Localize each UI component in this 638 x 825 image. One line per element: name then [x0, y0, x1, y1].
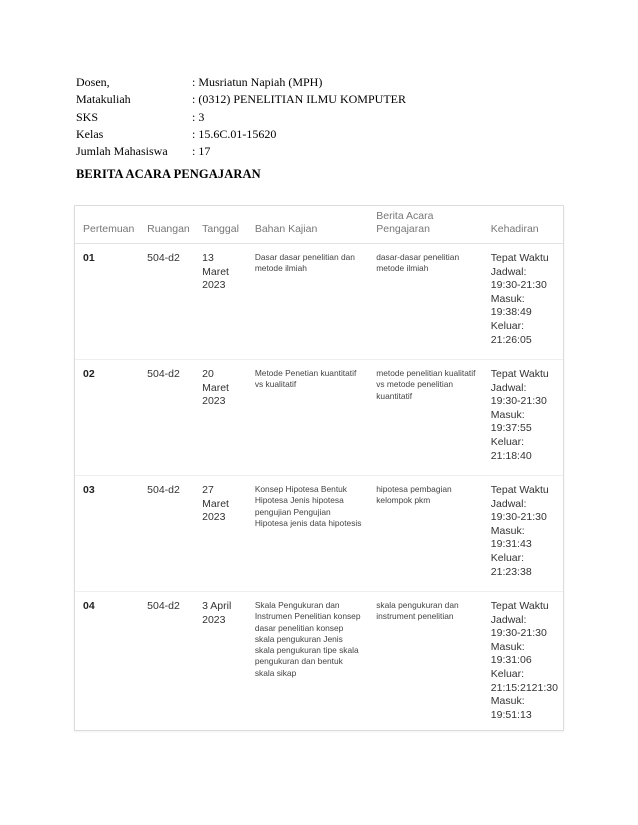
cell-pertemuan: 01 [75, 244, 139, 360]
kehadiran-line: 19:30-21:30 [490, 395, 547, 408]
cell-kehadiran [483, 244, 563, 360]
tanggal-line: Maret [202, 497, 229, 510]
header-berita-acara: Berita Acara Pengajaran [368, 206, 483, 244]
tanggal-line: 27 [202, 484, 214, 496]
cell-berita-acara: dasar-dasar penelitian metode ilmiah [368, 244, 483, 360]
info-label: SKS [76, 109, 99, 124]
header-bahan-kajian: Bahan Kajian [247, 206, 368, 244]
cell-pertemuan: 03 [75, 476, 139, 592]
tanggal-line: Maret [202, 381, 229, 394]
table-header-row [75, 206, 563, 244]
section-title: BERITA ACARA PENGAJARAN [76, 167, 261, 181]
kehadiran-line: 19:30-21:30 [490, 279, 547, 292]
tanggal-line: 2023 [202, 395, 226, 408]
kehadiran-line: Masuk: [490, 640, 525, 653]
cell-ruangan: 504-d2 [139, 244, 194, 360]
kehadiran-line: 19:51:13 [490, 708, 532, 721]
table-row [75, 244, 563, 360]
kehadiran-line: Tepat Waktu [490, 484, 549, 496]
attendance-table-container [74, 205, 564, 731]
tanggal-line: Maret [202, 265, 229, 278]
info-value: : 15.6C.01-15620 [192, 126, 277, 141]
info-row-matakuliah [76, 91, 406, 108]
kehadiran-line: Tepat Waktu [490, 600, 549, 612]
cell-bahan-kajian: Skala Pengukuran dan Instrumen Penelitian konsep dasar penelitian konsep skala pengukuran Jenis skala pengukuran tipe skala pengukuran dan bentuk skala sikap [254, 600, 361, 678]
cell-pertemuan: 02 [75, 360, 139, 476]
cell-berita-acara: hipotesa pembagian kelompok pkm [368, 476, 483, 592]
attendance-table [75, 206, 563, 730]
header-pertemuan: Pertemuan [75, 206, 139, 244]
table-row [75, 592, 563, 731]
cell-bahan-kajian: Metode Penetian kuantitatif vs kualitatif [247, 360, 368, 476]
info-row-dosen [76, 74, 406, 91]
info-value: : 3 [192, 109, 205, 124]
kehadiran-line: 19:38:49 [490, 306, 532, 319]
cell-ruangan: 504-d2 [147, 600, 180, 612]
kehadiran-line: 19:30-21:30 [490, 511, 547, 524]
tanggal-line: 3 April [202, 600, 232, 612]
header-kehadiran: Kehadiran [483, 206, 563, 244]
kehadiran-line: 19:37:55 [490, 422, 532, 435]
kehadiran-line: Masuk: [490, 292, 525, 305]
tanggal-line: 13 [202, 252, 214, 264]
header-tanggal: Tanggal [194, 206, 247, 244]
kehadiran-line: 21:26:05 [490, 333, 532, 346]
kehadiran-line: 21:23:38 [490, 565, 532, 578]
kehadiran-line: 19:30-21:30 [490, 627, 547, 640]
header-ruangan: Ruangan [139, 206, 194, 244]
info-row-kelas [76, 126, 406, 143]
kehadiran-line: 19:31:43 [490, 538, 532, 551]
kehadiran-line: 21:18:40 [490, 449, 532, 462]
kehadiran-line: 21:15:2121:30 [490, 681, 558, 694]
kehadiran-line: Masuk: [490, 695, 525, 708]
tanggal-line: 2023 [202, 279, 226, 292]
cell-tanggal [194, 592, 247, 731]
cell-tanggal [194, 476, 247, 592]
cell-ruangan: 504-d2 [139, 360, 194, 476]
tanggal-line: 2023 [202, 613, 226, 626]
cell-berita-acara: metode penelitian kualitatif vs metode penelitian kuantitatif [368, 360, 483, 476]
info-label: Jumlah Mahasiswa [76, 144, 168, 159]
kehadiran-line: 19:31:06 [490, 654, 532, 667]
kehadiran-line: Jadwal: [490, 613, 527, 626]
kehadiran-line: Keluar: [490, 319, 525, 332]
info-row-sks [76, 109, 406, 126]
cell-berita-acara: skala pengukuran dan instrument penelitian [376, 600, 459, 622]
table-row [75, 360, 563, 476]
cell-tanggal [194, 360, 247, 476]
cell-pertemuan: 04 [83, 600, 95, 612]
kehadiran-line: Jadwal: [490, 265, 527, 278]
course-info [76, 74, 406, 160]
cell-kehadiran [483, 360, 563, 476]
cell-tanggal [194, 244, 247, 360]
kehadiran-line: Masuk: [490, 524, 525, 537]
kehadiran-line: Jadwal: [490, 381, 527, 394]
info-row-jumlah-mahasiswa [76, 143, 406, 160]
tanggal-line: 20 [202, 368, 214, 380]
cell-kehadiran [483, 476, 563, 592]
tanggal-line: 2023 [202, 511, 226, 524]
info-value: : (0312) PENELITIAN ILMU KOMPUTER [192, 92, 406, 107]
info-value: : 17 [192, 144, 211, 159]
cell-bahan-kajian: Dasar dasar penelitian dan metode ilmiah [247, 244, 368, 360]
info-value: : Musriatun Napiah (MPH) [192, 75, 323, 89]
info-label: Matakuliah [76, 92, 131, 107]
cell-ruangan: 504-d2 [139, 476, 194, 592]
kehadiran-line: Tepat Waktu [490, 368, 549, 380]
kehadiran-line: Masuk: [490, 408, 525, 421]
kehadiran-line: Keluar: [490, 551, 525, 564]
info-label: Dosen, [76, 75, 110, 89]
kehadiran-line: Tepat Waktu [490, 252, 549, 264]
kehadiran-line: Keluar: [490, 435, 525, 448]
cell-bahan-kajian: Konsep Hipotesa Bentuk Hipotesa Jenis hipotesa pengujian Pengujian Hipotesa jenis data hipotesis [247, 476, 368, 592]
kehadiran-line: Jadwal: [490, 497, 527, 510]
info-label: Kelas [76, 126, 104, 141]
kehadiran-line: Keluar: [490, 667, 525, 680]
cell-kehadiran [483, 592, 563, 731]
table-row [75, 476, 563, 592]
